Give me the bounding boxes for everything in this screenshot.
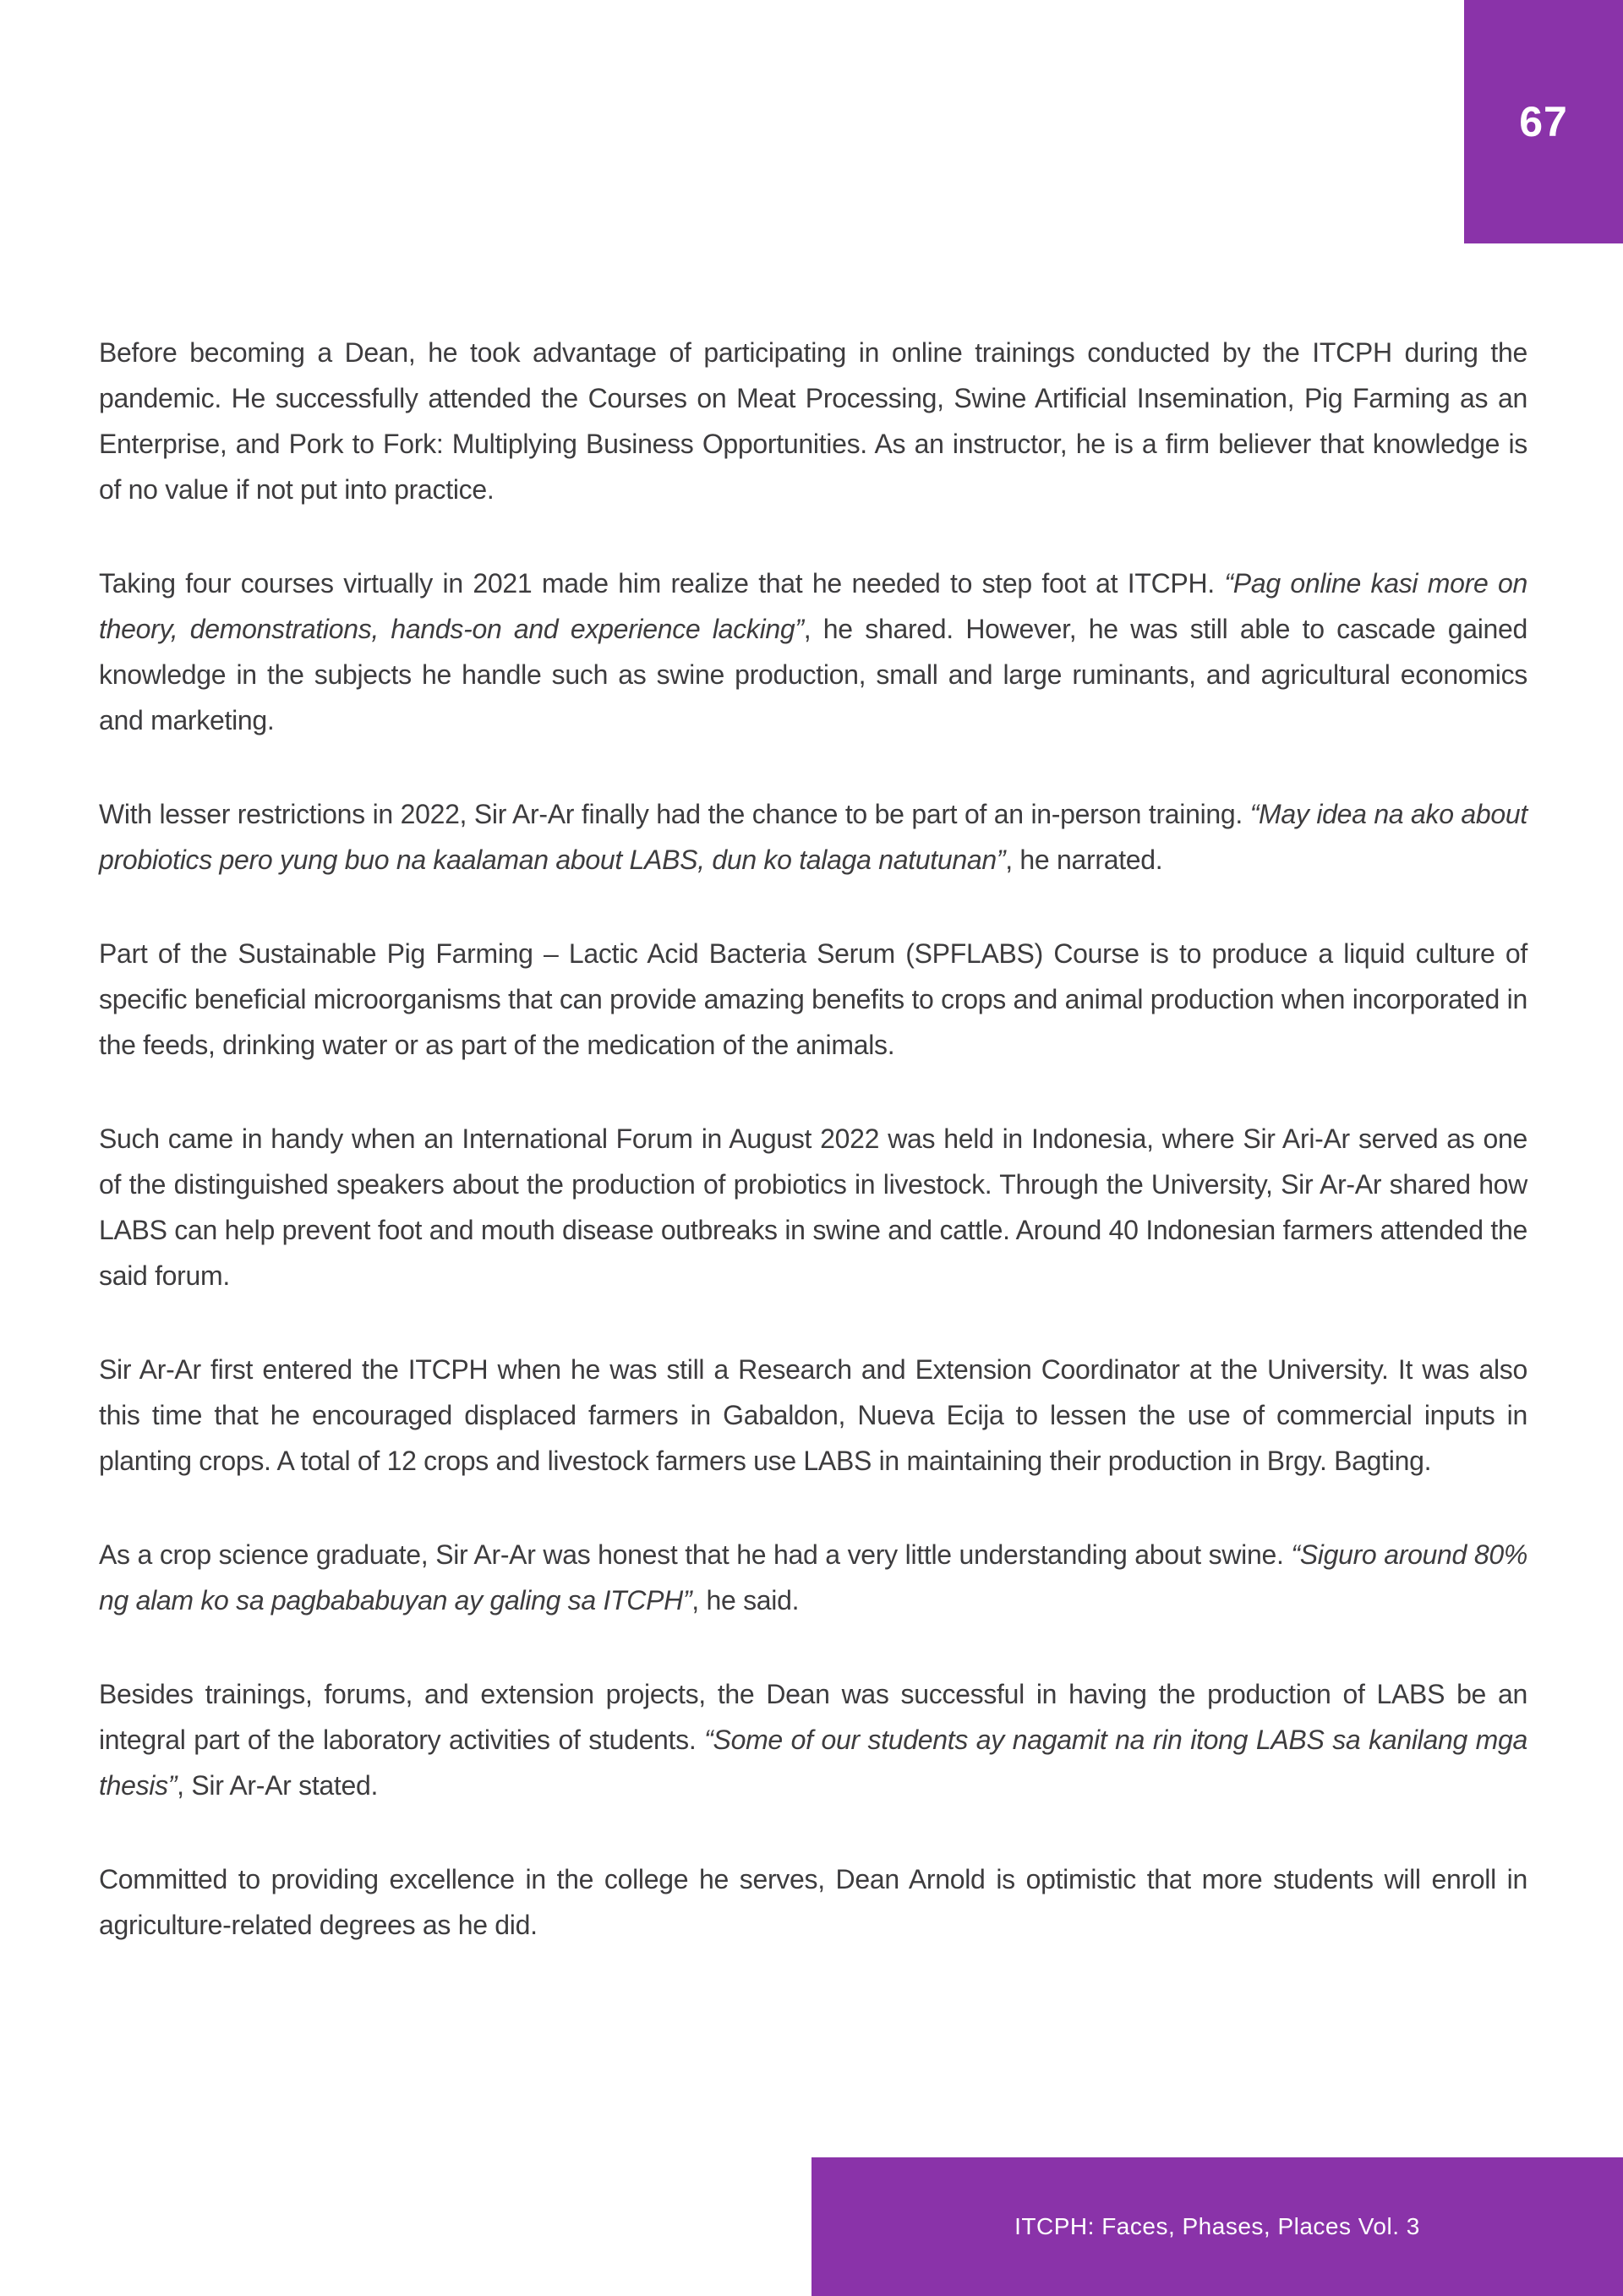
quote-italic-run: “Pag online kasi more on theory, demonstrations, hands-on and experience lacking” [99, 568, 1527, 644]
text-run: , he narrated. [1005, 845, 1163, 875]
paragraph [99, 1671, 1527, 1808]
text-run: With lesser restrictions in 2022, Sir Ar-Ar finally had the chance to be part of an in-person training. [99, 799, 1250, 829]
text-run: As a crop science graduate, Sir Ar-Ar was honest that he had a very little understanding about swine. [99, 1539, 1292, 1570]
text-run: Before becoming a Dean, he took advantage of participating in online trainings conducted by the ITCPH during the pandemic. He successfully attended the Courses on Meat Processing, Swine Artificial Insemination, Pig Farming as an Enterprise, and Pork to Fork: Multiplying Business Opportunities. As an instructor, he is a firm believer that knowledge is of no value if not put into practice. [99, 337, 1527, 505]
quote-italic-run: “Siguro around 80% ng alam ko sa pagbababuyan ay galing sa ITCPH” [99, 1539, 1527, 1615]
footer-title: ITCPH: Faces, Phases, Places Vol. 3 [1014, 2213, 1420, 2239]
page-number-banner [1464, 0, 1623, 243]
text-run: , he said. [691, 1585, 800, 1615]
paragraph [99, 1116, 1527, 1298]
text-run: Sir Ar-Ar first entered the ITCPH when he was still a Research and Extension Coordinator at the University. It was also this time that he encouraged displaced farmers in Gabaldon, Nueva Ecija to lessen the use of commercial inputs in planting crops. A total of 12 crops and livestock farmers use LABS in maintaining their production in Brgy. Bagting. [99, 1354, 1527, 1476]
page-number: 67 [1519, 98, 1568, 145]
text-run: Such came in handy when an International Forum in August 2022 was held in Indonesia, where Sir Ari-Ar served as one of the distinguished speakers about the production of probiotics in livestock. Through the University, Sir Ar-Ar shared how LABS can help prevent foot and mouth disease outbreaks in swine and cattle. Around 40 Indonesian farmers attended the said forum. [99, 1123, 1527, 1291]
footer-banner [812, 2157, 1623, 2296]
text-run: Besides trainings, forums, and extension projects, the Dean was successful in having the production of LABS be an integral part of the laboratory activities of students. [99, 1679, 1527, 1755]
text-run: Taking four courses virtually in 2021 made him realize that he needed to step foot at ITCPH. [99, 568, 1225, 599]
text-run: , Sir Ar-Ar stated. [177, 1770, 379, 1801]
quote-italic-run: “May idea na ako about probiotics pero yung buo na kaalaman about LABS, dun ko talaga natutunan” [99, 799, 1527, 875]
paragraph [99, 1532, 1527, 1623]
paragraph [99, 1856, 1527, 1948]
paragraph [99, 330, 1527, 512]
quote-italic-run: “Some of our students ay nagamit na rin itong LABS sa kanilang mga thesis” [99, 1725, 1528, 1801]
text-run: , he shared. However, he was still able to cascade gained knowledge in the subjects he handle such as swine production, small and large ruminants, and agricultural economics and marketing. [99, 614, 1527, 735]
paragraph [99, 791, 1527, 883]
text-run: Part of the Sustainable Pig Farming – Lactic Acid Bacteria Serum (SPFLABS) Course is to produce a liquid culture of specific beneficial microorganisms that can provide amazing benefits to crops and animal production when incorporated in the feeds, drinking water or as part of the medication of the animals. [99, 938, 1527, 1060]
text-run: Committed to providing excellence in the college he serves, Dean Arnold is optimistic that more students will enroll in agriculture-related degrees as he did. [99, 1864, 1527, 1940]
paragraph [99, 560, 1527, 743]
article-body [99, 330, 1527, 1948]
paragraph [99, 1347, 1527, 1484]
paragraph [99, 931, 1527, 1068]
